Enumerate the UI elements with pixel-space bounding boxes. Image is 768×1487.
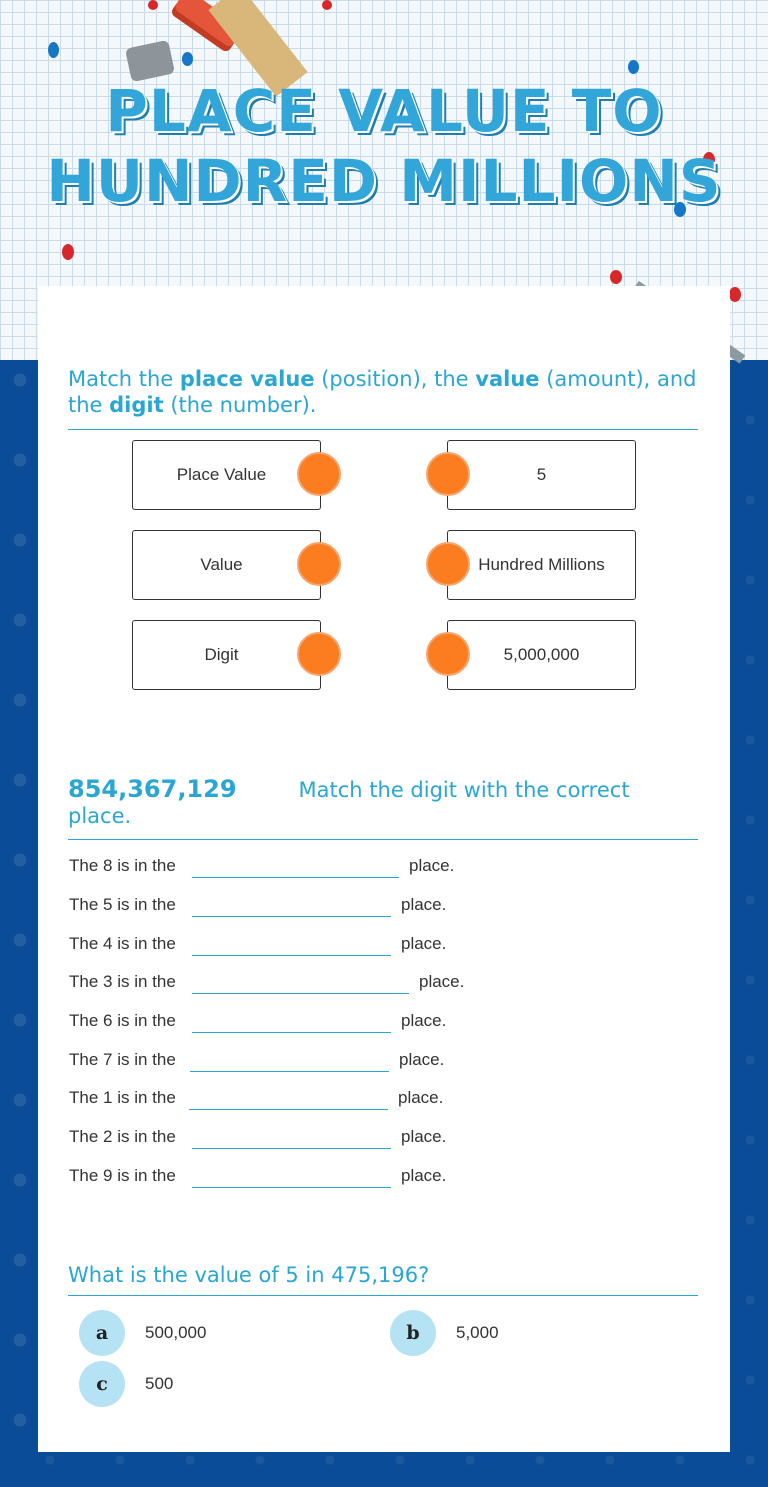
match-left-value[interactable]: [132, 530, 321, 600]
match-connector-right-1[interactable]: [426, 452, 470, 496]
match-left-digit[interactable]: [132, 620, 321, 690]
section2-instruction: Match the digit with the correct place.: [68, 778, 630, 828]
answer-blank-2[interactable]: [192, 1123, 391, 1149]
match-connector-left-1[interactable]: [297, 452, 341, 496]
fill-row-suffix: place.: [401, 1127, 447, 1146]
section3-question: [68, 1262, 698, 1296]
match-right-5[interactable]: [447, 440, 636, 510]
option-letter: c: [96, 1373, 108, 1395]
match-right-hundred-millions[interactable]: [447, 530, 636, 600]
fill-row-prefix: The 2 is in the: [69, 1127, 176, 1146]
fill-row-prefix: The 3 is in the: [69, 972, 176, 991]
fill-row-suffix: place.: [401, 934, 447, 953]
fill-row-prefix: The 9 is in the: [69, 1166, 176, 1185]
match-left-place-value[interactable]: [132, 440, 321, 510]
fill-row-prefix: The 5 is in the: [69, 895, 176, 914]
fill-row: [69, 930, 489, 960]
answer-blank-9[interactable]: [192, 1162, 391, 1188]
fill-row-prefix: The 6 is in the: [69, 1011, 176, 1030]
fill-row-suffix: place.: [401, 895, 447, 914]
option-a-button[interactable]: [79, 1310, 125, 1356]
fill-row-prefix: The 8 is in the: [69, 856, 176, 875]
match-label: Value: [200, 555, 243, 574]
fill-row-suffix: place.: [401, 1011, 447, 1030]
answer-blank-6[interactable]: [192, 1007, 391, 1033]
answer-blank-5[interactable]: [192, 891, 391, 917]
option-b-text[interactable]: 5,000: [456, 1323, 499, 1342]
option-a-text[interactable]: 500,000: [145, 1323, 207, 1342]
page-title: PLACE VALUE TO HUNDRED MILLIONS: [46, 77, 722, 215]
section2-number: 854,367,129: [68, 775, 237, 803]
fill-row: [69, 891, 489, 921]
fill-row-suffix: place.: [399, 1050, 445, 1069]
match-right-5000000[interactable]: [447, 620, 636, 690]
match-label: Hundred Millions: [478, 555, 605, 574]
option-letter: a: [95, 1322, 109, 1344]
decor-dot: [182, 52, 193, 66]
option-b-button[interactable]: [390, 1310, 436, 1356]
decor-dot: [628, 60, 639, 74]
answer-blank-4[interactable]: [192, 930, 391, 956]
option-c-button[interactable]: [79, 1361, 125, 1407]
fill-row-suffix: place.: [419, 972, 465, 991]
fill-row-prefix: The 4 is in the: [69, 934, 176, 953]
match-label: 5,000,000: [503, 645, 580, 664]
option-letter: b: [406, 1322, 420, 1344]
fill-row: [69, 1123, 489, 1153]
decor-dot: [62, 244, 74, 260]
section1-heading: Match the place value (position), the value (amount), and the digit (the number).: [68, 366, 698, 430]
answer-blank-7[interactable]: [190, 1046, 389, 1072]
question-text: What is the value of 5 in 475,196?: [68, 1263, 430, 1287]
fill-row: [69, 1162, 489, 1192]
fill-row-suffix: place.: [401, 1166, 447, 1185]
decor-dot: [322, 0, 332, 10]
fill-row: [69, 852, 489, 882]
option-c-text[interactable]: 500: [145, 1374, 174, 1393]
fill-row: [69, 1046, 489, 1076]
fill-row-suffix: place.: [398, 1088, 444, 1107]
match-label: Digit: [204, 645, 239, 664]
answer-blank-8[interactable]: [192, 852, 399, 878]
answer-blank-1[interactable]: [189, 1084, 388, 1110]
match-connector-right-2[interactable]: [426, 542, 470, 586]
match-label: 5: [536, 465, 547, 484]
fill-row-suffix: place.: [409, 856, 455, 875]
match-connector-left-2[interactable]: [297, 542, 341, 586]
fill-row: [69, 968, 489, 998]
fill-row: [69, 1007, 489, 1037]
fill-row-prefix: The 1 is in the: [69, 1088, 176, 1107]
decor-dot: [148, 0, 158, 10]
section2-heading: [68, 776, 698, 840]
decor-dot: [729, 287, 741, 302]
fill-row: [69, 1084, 489, 1114]
match-connector-right-3[interactable]: [426, 632, 470, 676]
decor-dot: [610, 270, 622, 284]
match-connector-left-3[interactable]: [297, 632, 341, 676]
answer-blank-3[interactable]: [192, 968, 409, 994]
decor-dot: [48, 42, 59, 58]
fill-row-prefix: The 7 is in the: [69, 1050, 176, 1069]
match-label: Place Value: [176, 465, 267, 484]
